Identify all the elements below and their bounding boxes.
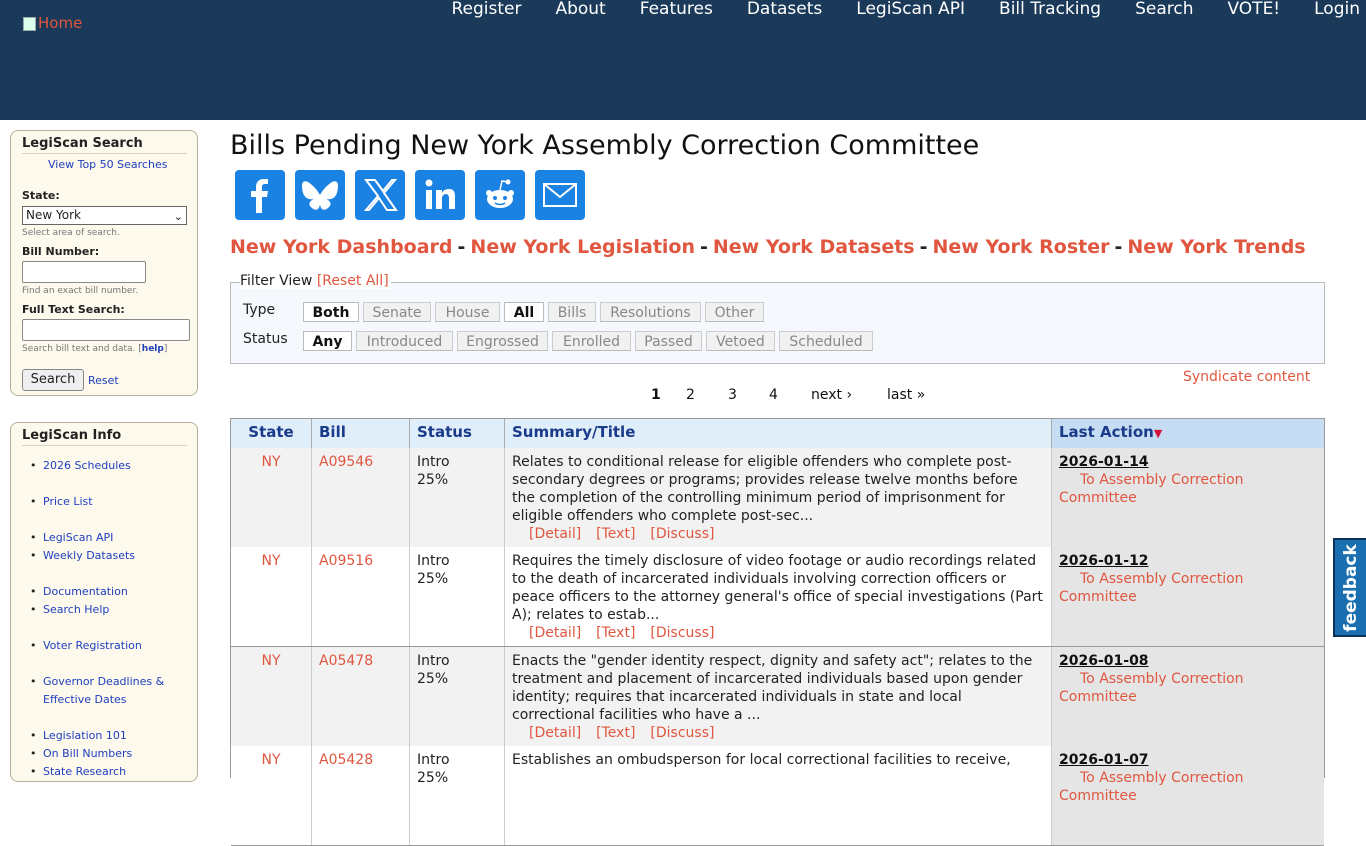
nav-login[interactable]: Login bbox=[1314, 0, 1360, 19]
full-text-label: Full Text Search: bbox=[22, 303, 125, 316]
info-link-legislation-101[interactable]: • Legislation 101 bbox=[43, 727, 127, 745]
info-link-state-research[interactable]: • State Research bbox=[43, 763, 126, 781]
action-date[interactable]: 2026-01-12 bbox=[1059, 553, 1149, 569]
row-status: Intro 25% bbox=[410, 547, 505, 646]
row-state[interactable]: NY bbox=[231, 746, 312, 845]
help-link[interactable]: help bbox=[141, 344, 164, 354]
table-row bbox=[231, 647, 1324, 747]
ny-roster-link[interactable]: New York Roster bbox=[932, 236, 1110, 258]
filter-legend: Filter View [Reset All] bbox=[240, 273, 389, 289]
facebook-share-button[interactable] bbox=[235, 170, 285, 220]
col-bill[interactable]: Bill bbox=[312, 419, 410, 448]
row-summary: Enacts the "gender identity respect, dignity and safety act"; relates to the treatment and placement of incarcerated individuals based upon gender identity; requires that incarcerated individuals in state and local correctional facilities who have a ... [Detail] [Text] [Discuss] bbox=[505, 647, 1052, 746]
nav-about[interactable]: About bbox=[555, 0, 606, 19]
facebook-icon bbox=[240, 175, 280, 215]
row-summary: Establishes an ombudsperson for local correctional facilities to receive, bbox=[505, 746, 1052, 845]
nav-features[interactable]: Features bbox=[639, 0, 713, 19]
reset-link[interactable]: Reset bbox=[88, 374, 119, 387]
row-last-action: 2026-01-08 To Assembly Correction Committee bbox=[1052, 647, 1324, 746]
row-bill-link[interactable]: A09516 bbox=[312, 547, 410, 646]
linkedin-icon bbox=[420, 175, 460, 215]
pager-next[interactable]: next › bbox=[811, 387, 853, 403]
filter-any[interactable]: Any bbox=[303, 331, 352, 351]
bills-table bbox=[230, 418, 1325, 804]
row-last-action: 2026-01-07 To Assembly Correction Committee bbox=[1052, 746, 1324, 845]
row-bill-link[interactable]: A05478 bbox=[312, 647, 410, 746]
row-state[interactable]: NY bbox=[231, 647, 312, 746]
linkedin-share-button[interactable] bbox=[415, 170, 465, 220]
info-link-documentation[interactable]: • Documentation bbox=[43, 583, 128, 601]
home-logo-link[interactable]: Home bbox=[21, 14, 82, 32]
info-link-bill-numbers[interactable]: • On Bill Numbers bbox=[43, 745, 132, 763]
filter-house[interactable]: House bbox=[435, 302, 500, 322]
ny-dashboard-link[interactable]: New York Dashboard bbox=[230, 236, 453, 258]
reset-all-link[interactable]: [Reset All] bbox=[316, 273, 389, 289]
feedback-tab[interactable]: feedback bbox=[1333, 538, 1366, 637]
ny-trends-link[interactable]: New York Trends bbox=[1127, 236, 1306, 258]
filter-vetoed[interactable]: Vetoed bbox=[706, 331, 775, 351]
ny-datasets-link[interactable]: New York Datasets bbox=[712, 236, 915, 258]
filter-all[interactable]: All bbox=[504, 302, 544, 322]
row-status: Intro 25% bbox=[410, 746, 505, 845]
pager-page-1: 1 bbox=[651, 387, 661, 403]
table-header bbox=[231, 419, 1324, 449]
search-button[interactable]: Search bbox=[22, 369, 84, 391]
info-link-price-list[interactable]: • Price List bbox=[43, 493, 93, 511]
nav-register[interactable]: Register bbox=[451, 0, 522, 19]
pager-page-4[interactable]: 4 bbox=[769, 387, 778, 403]
filter-senate[interactable]: Senate bbox=[363, 302, 431, 322]
filter-other[interactable]: Other bbox=[705, 302, 764, 322]
ny-legislation-link[interactable]: New York Legislation bbox=[470, 236, 695, 258]
filter-bills[interactable]: Bills bbox=[548, 302, 596, 322]
sidebar-info-box bbox=[10, 422, 198, 782]
state-select[interactable]: New York ⌄ bbox=[22, 206, 187, 225]
info-link-governor-deadlines[interactable]: • Governor Deadlines & Effective Dates bbox=[43, 673, 164, 709]
bluesky-share-button[interactable] bbox=[295, 170, 345, 220]
col-state[interactable]: State bbox=[231, 419, 312, 448]
info-box-title: LegiScan Info bbox=[22, 428, 187, 446]
bill-number-hint: Find an exact bill number. bbox=[22, 286, 139, 296]
filter-introduced[interactable]: Introduced bbox=[356, 331, 453, 351]
col-last-action[interactable]: Last Action▼ bbox=[1052, 419, 1324, 448]
filter-scheduled[interactable]: Scheduled bbox=[779, 331, 873, 351]
row-summary: Requires the timely disclosure of video footage or audio recordings related to the death of incarcerated individuals involving correction officers or peace officers to the attorney general's office of special investigations (Part A); relates to estab... [Detail] [Text] [Discuss] bbox=[505, 547, 1052, 646]
reddit-icon bbox=[480, 175, 520, 215]
discuss-link[interactable]: [Discuss] bbox=[650, 526, 715, 542]
top-50-searches-link[interactable]: View Top 50 Searches bbox=[48, 158, 168, 171]
info-link-search-help[interactable]: • Search Help bbox=[43, 601, 109, 619]
page-title: Bills Pending New York Assembly Correction Committee bbox=[230, 130, 980, 161]
filter-both[interactable]: Both bbox=[303, 302, 359, 322]
top-nav bbox=[434, 0, 1360, 20]
sort-desc-icon: ▼ bbox=[1153, 427, 1163, 440]
chevron-down-icon: ⌄ bbox=[173, 210, 183, 223]
pager-last[interactable]: last » bbox=[887, 387, 926, 403]
discuss-link[interactable]: [Discuss] bbox=[650, 725, 715, 741]
detail-link[interactable]: [Detail] bbox=[529, 625, 582, 641]
nav-search[interactable]: Search bbox=[1135, 0, 1194, 19]
row-bill-link[interactable]: A05428 bbox=[312, 746, 410, 845]
info-link-voter-registration[interactable]: • Voter Registration bbox=[43, 637, 142, 655]
row-state[interactable]: NY bbox=[231, 448, 312, 547]
table-row bbox=[231, 746, 1324, 846]
broken-image-icon bbox=[21, 15, 37, 31]
state-label: State: bbox=[22, 189, 60, 202]
row-bill-link[interactable]: A09546 bbox=[312, 448, 410, 547]
full-text-hint: Search bill text and data. [help] bbox=[22, 344, 168, 354]
bluesky-icon bbox=[300, 175, 340, 215]
full-text-input[interactable] bbox=[22, 319, 190, 341]
nav-bill-tracking[interactable]: Bill Tracking bbox=[999, 0, 1102, 19]
filter-passed[interactable]: Passed bbox=[635, 331, 702, 351]
col-summary[interactable]: Summary/Title bbox=[505, 419, 1052, 448]
row-status: Intro 25% bbox=[410, 647, 505, 746]
action-date[interactable]: 2026-01-07 bbox=[1059, 752, 1149, 768]
table-row bbox=[231, 547, 1324, 647]
pager-page-2[interactable]: 2 bbox=[686, 387, 695, 403]
type-label: Type bbox=[243, 302, 276, 318]
row-state[interactable]: NY bbox=[231, 547, 312, 646]
nav-legiscan-api[interactable]: LegiScan API bbox=[856, 0, 966, 19]
row-summary: Relates to conditional release for eligible offenders who complete post-secondary degrees or programs; provides release twelve months before the completion of the controlling minimum period of imprisonment for eligible offenders who complete post-sec... [Detail] [Text] [Discuss] bbox=[505, 448, 1052, 547]
reddit-share-button[interactable] bbox=[475, 170, 525, 220]
detail-link[interactable]: [Detail] bbox=[529, 725, 582, 741]
bill-number-input[interactable] bbox=[22, 261, 146, 283]
info-link-legiscan-api[interactable]: • LegiScan API bbox=[43, 529, 113, 547]
row-last-action: 2026-01-12 To Assembly Correction Committee bbox=[1052, 547, 1324, 646]
site-header bbox=[0, 0, 1366, 120]
table-row bbox=[231, 448, 1324, 548]
sidebar-search-box bbox=[10, 130, 198, 396]
x-share-button[interactable] bbox=[355, 170, 405, 220]
info-link-weekly-datasets[interactable]: • Weekly Datasets bbox=[43, 547, 135, 565]
pager-page-3[interactable]: 3 bbox=[728, 387, 737, 403]
text-link[interactable]: [Text] bbox=[596, 625, 636, 641]
info-link-schedules[interactable]: • 2026 Schedules bbox=[43, 457, 131, 475]
state-hint: Select area of search. bbox=[22, 228, 120, 238]
col-status[interactable]: Status bbox=[410, 419, 505, 448]
nav-datasets[interactable]: Datasets bbox=[746, 0, 823, 19]
row-last-action: 2026-01-14 To Assembly Correction Committee bbox=[1052, 448, 1324, 547]
text-link[interactable]: [Text] bbox=[596, 725, 636, 741]
action-date[interactable]: 2026-01-14 bbox=[1059, 454, 1149, 470]
filter-resolutions[interactable]: Resolutions bbox=[600, 302, 701, 322]
email-icon bbox=[540, 175, 580, 215]
status-label: Status bbox=[243, 331, 288, 347]
bill-number-label: Bill Number: bbox=[22, 245, 100, 258]
detail-link[interactable]: [Detail] bbox=[529, 526, 582, 542]
search-box-title: LegiScan Search bbox=[22, 136, 187, 154]
text-link[interactable]: [Text] bbox=[596, 526, 636, 542]
state-dashboard-links: New York Dashboard - New York Legislation - New York Datasets - New York Roster - New York Trends bbox=[230, 236, 1306, 258]
email-share-button[interactable] bbox=[535, 170, 585, 220]
syndicate-content-link[interactable]: Syndicate content bbox=[1183, 369, 1311, 385]
filter-enrolled[interactable]: Enrolled bbox=[552, 331, 631, 351]
filter-engrossed[interactable]: Engrossed bbox=[457, 331, 548, 351]
x-icon bbox=[360, 175, 400, 215]
action-date[interactable]: 2026-01-08 bbox=[1059, 653, 1149, 669]
discuss-link[interactable]: [Discuss] bbox=[650, 625, 715, 641]
nav-vote[interactable]: VOTE! bbox=[1227, 0, 1281, 19]
row-status: Intro 25% bbox=[410, 448, 505, 547]
